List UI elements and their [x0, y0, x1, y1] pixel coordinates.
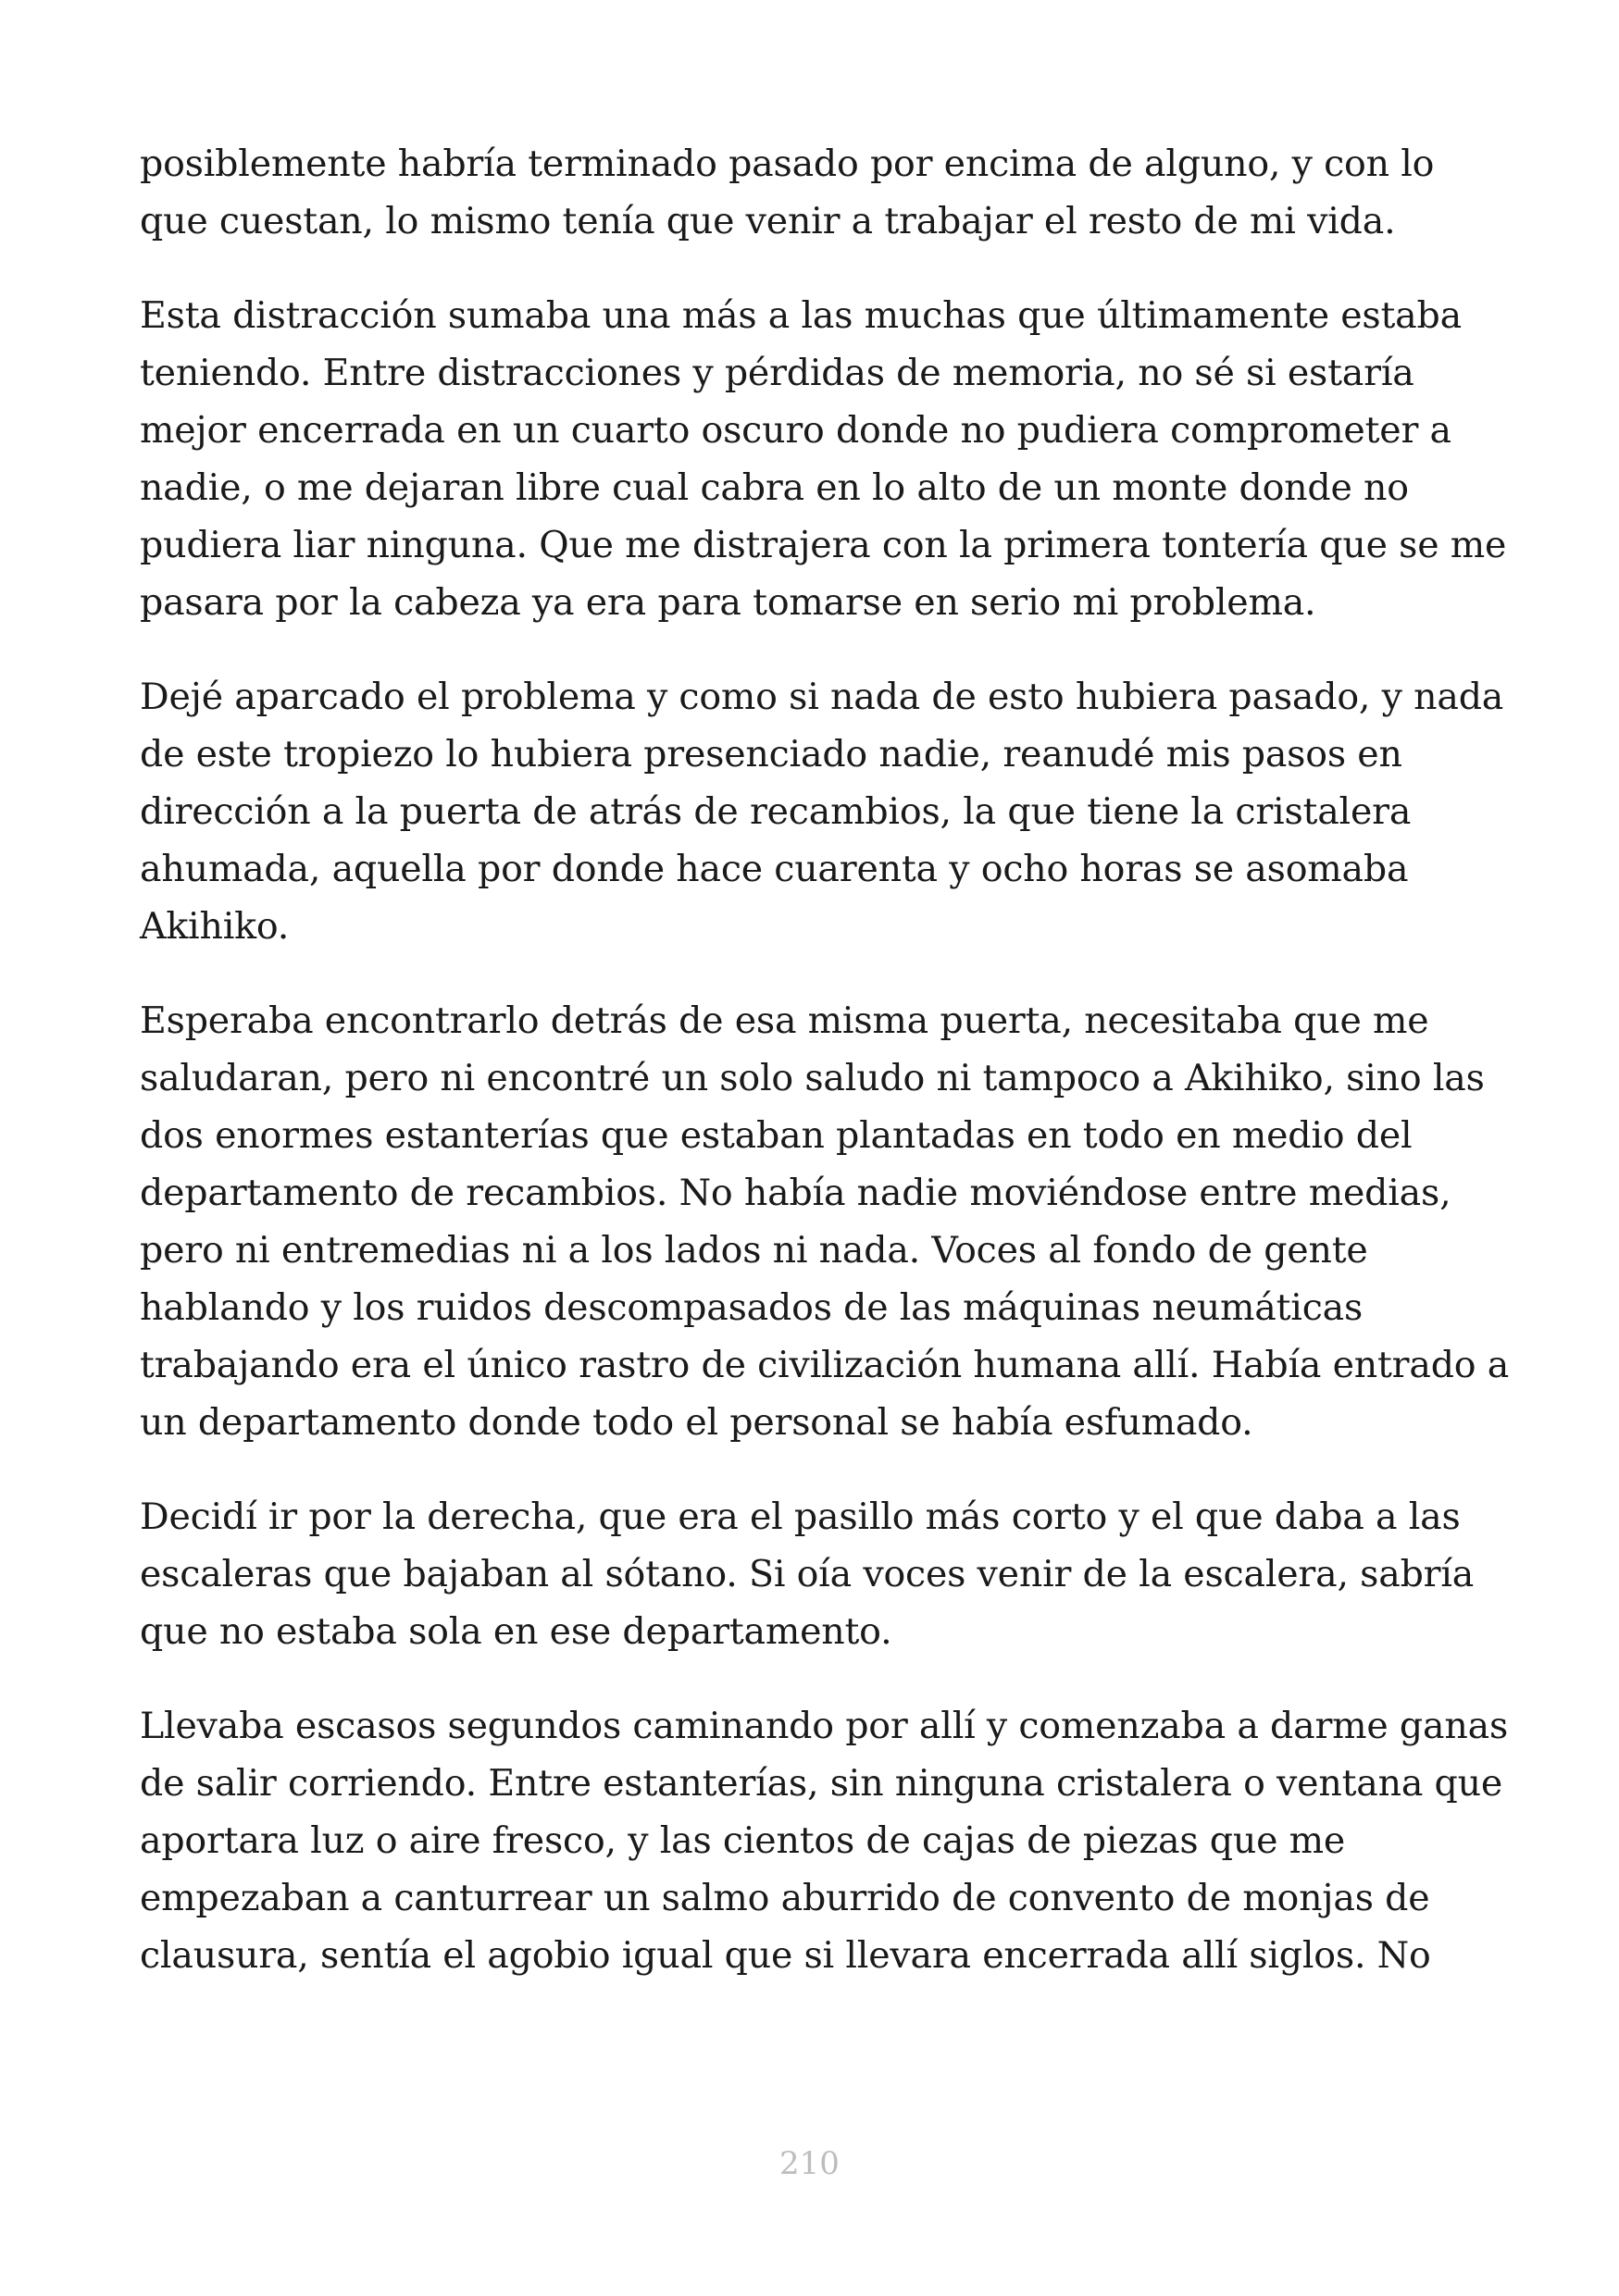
text-line: empezaban a canturrear un salmo aburrido de convento de monjas de	[140, 1877, 1430, 1919]
text-line: dirección a la puerta de atrás de recambios, la que tiene la cristalera	[140, 790, 1412, 833]
text-line: Decidí ir por la derecha, que era el pasillo más corto y el que daba a las	[140, 1496, 1461, 1538]
paragraph-1	[140, 135, 1482, 250]
text-line: de salir corriendo. Entre estanterías, sin ninguna cristalera o ventana que	[140, 1762, 1503, 1805]
text-line: departamento de recambios. No había nadie moviéndose entre medias,	[140, 1172, 1451, 1214]
text-line: que no estaba sola en ese departamento.	[140, 1610, 892, 1653]
text-line: mejor encerrada en un cuarto oscuro donde no pudiera comprometer a	[140, 409, 1451, 452]
text-line: dos enormes estanterías que estaban plantadas en todo en medio del	[140, 1114, 1413, 1157]
text-line: Esta distracción sumaba una más a las muchas que últimamente estaba	[140, 294, 1462, 337]
text-line: pudiera liar ninguna. Que me distrajera con la primera tontería que se me	[140, 524, 1507, 566]
text-line: que cuestan, lo mismo tenía que venir a trabajar el resto de mi vida.	[140, 200, 1396, 242]
paragraph-2	[140, 287, 1507, 631]
text-line: Llevaba escasos segundos caminando por allí y comenzaba a darme ganas	[140, 1705, 1509, 1747]
text-line: de este tropiezo lo hubiera presenciado nadie, reanudé mis pasos en	[140, 733, 1402, 776]
text-line: Akihiko.	[140, 905, 290, 948]
text-line: un departamento donde todo el personal se había esfumado.	[140, 1401, 1253, 1444]
paragraph-5	[140, 1488, 1482, 1660]
text-line: clausura, sentía el agobio igual que si llevara encerrada allí siglos. No	[140, 1934, 1431, 1977]
text-line: saludaran, pero ni encontré un solo saludo ni tampoco a Akihiko, sino las	[140, 1057, 1485, 1099]
text-line: escaleras que bajaban al sótano. Si oía voces venir de la escalera, sabría	[140, 1553, 1475, 1595]
text-line: pasara por la cabeza ya era para tomarse en serio mi problema.	[140, 581, 1316, 624]
text-line: Dejé aparcado el problema y como si nada de esto hubiera pasado, y nada	[140, 676, 1504, 718]
text-line: nadie, o me dejaran libre cual cabra en lo alto de un monte donde no	[140, 466, 1409, 509]
text-line: hablando y los ruidos descompasados de las máquinas neumáticas	[140, 1286, 1364, 1329]
text-line: ahumada, aquella por donde hace cuarenta y ocho horas se asomaba	[140, 848, 1409, 890]
text-line: posiblemente habría terminado pasado por encima de alguno, y con lo	[140, 143, 1435, 185]
body-text	[140, 135, 1510, 2021]
paragraph-3	[140, 668, 1504, 955]
text-line: pero ni entremedias ni a los lados ni nada. Voces al fondo de gente	[140, 1229, 1368, 1272]
text-line: aportara luz o aire fresco, y las cientos de cajas de piezas que me	[140, 1819, 1346, 1862]
paragraph-4	[140, 992, 1510, 1451]
page-number: 210	[779, 2145, 840, 2182]
text-line: Esperaba encontrarlo detrás de esa misma puerta, necesitaba que me	[140, 999, 1429, 1042]
paragraph-6	[140, 1697, 1509, 1984]
text-line: teniendo. Entre distracciones y pérdidas de memoria, no sé si estaría	[140, 352, 1414, 394]
text-line: trabajando era el único rastro de civilización humana allí. Había entrado a	[140, 1344, 1510, 1386]
